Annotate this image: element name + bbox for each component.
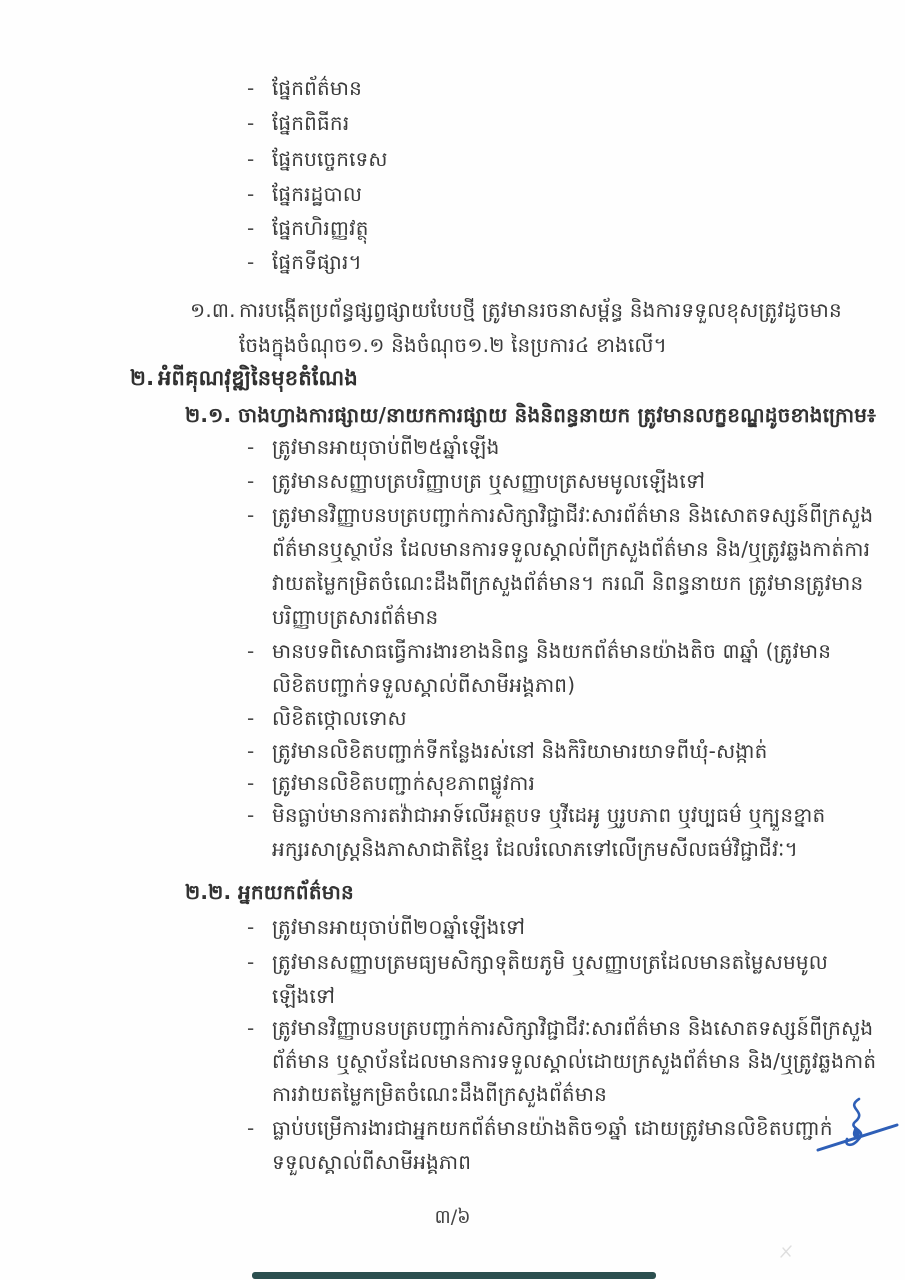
list-item-text: ការវាយតម្លៃកម្រិតចំណេះដឹងពីក្រសួងព័ត៌មាន [272, 1082, 607, 1106]
page-number: ៣/៦ [434, 1206, 471, 1228]
bullet-dash: - [247, 216, 255, 240]
bullet-dash: - [247, 1116, 255, 1140]
bullet-dash: - [247, 76, 255, 100]
list-item-text: ត្រូវមានសញ្ញាបត្រមធ្យមសិក្សាទុតិយភូមិ ឬសញ្ញាបត្រដែលមានតម្លៃសមមូល [272, 950, 829, 974]
list-item [247, 949, 828, 975]
bullet-dash: - [247, 771, 255, 795]
list-item [247, 110, 349, 136]
list-item [247, 502, 873, 528]
section-number: ២.១. [185, 403, 232, 427]
list-item [247, 75, 362, 101]
bullet-dash: - [247, 147, 255, 171]
list-item-continuation [272, 604, 438, 630]
list-item-text: វាយតម្លៃកម្រិតចំណេះដឹងពីក្រសួងព័ត៌មាន។ ករណី និពន្ធនាយក ត្រូវមានត្រូវមាន [272, 571, 864, 595]
section-number: ១.៣. [190, 298, 236, 322]
list-item-text: ត្រូវមានលិខិតបញ្ជាក់ទីកន្លែងរស់នៅ និងកិរិយាមារយាទពីឃុំ-សង្កាត់ [272, 739, 768, 763]
list-item-text: ផ្នែកទីផ្សារ។ [272, 250, 362, 274]
list-item [247, 468, 705, 494]
bullet-dash: - [247, 803, 255, 827]
list-item [247, 146, 388, 172]
list-item-text: ត្រូវមានវិញ្ញាបនបត្របញ្ជាក់ការសិក្សាវិជ្ជាជីវៈសារព័ត៌មាន និងសោតទស្សន៍ពីក្រសួង [272, 1016, 874, 1040]
pencil-smudge-mark [778, 1244, 794, 1260]
list-item [247, 770, 535, 796]
section-1-3-line-2 [239, 332, 667, 358]
paragraph-text: ចែងក្នុងចំណុច១.១ និងចំណុច១.២ នៃប្រការ៤ ខាងលើ។ [239, 333, 668, 357]
bullet-dash: - [247, 182, 255, 206]
list-item-text: បរិញ្ញាបត្រសារព័ត៌មាន [272, 605, 439, 629]
paragraph-text: ការបង្កើតប្រព័ន្ធផ្សព្វផ្សាយបែបថ្មី ត្រូវមានរចនាសម្ព័ន្ធ និងការទទួលខុសត្រូវដូចមាន [239, 298, 842, 322]
section-2-2-heading [185, 879, 354, 905]
bullet-dash: - [247, 503, 255, 527]
bullet-dash: - [247, 111, 255, 135]
list-item-continuation [272, 570, 863, 596]
list-item [247, 249, 362, 275]
list-item-text: ព័ត៌មានឬស្ថាប័ន ដែលមានការទទួលស្គាល់ពីក្រសួងព័ត៌មាន និង/ឬត្រូវឆ្លងកាត់ការ [272, 537, 871, 561]
list-item [247, 1115, 833, 1141]
list-item-text: ផ្នែកពិធីករ [272, 111, 350, 135]
list-item-text: មានបទពិសោធធ្វើការងារខាងនិពន្ធ និងយកព័ត៌មានយ៉ាងតិច ៣ឆ្នាំ (ត្រូវមាន [272, 639, 832, 663]
home-indicator-bar[interactable] [252, 1272, 656, 1279]
handwritten-signature [815, 1096, 900, 1158]
list-item-text: ព័ត៌មាន ឬស្ថាប័នដែលមានការទទួលស្គាល់ដោយក្រសួងព័ត៌មាន និង/ឬត្រូវឆ្លងកាត់ [272, 1049, 877, 1073]
list-item-continuation [272, 1048, 876, 1074]
section-2-heading [130, 365, 358, 391]
section-number: ២.២. [185, 880, 232, 904]
bullet-dash: - [247, 250, 255, 274]
section-heading-text: ចាងហ្វាងការផ្សាយ/នាយកការផ្សាយ និងនិពន្ធនាយក ត្រូវមានលក្ខខណ្ឌដូចខាងក្រោម៖ [238, 403, 877, 427]
list-item-text: ត្រូវមានអាយុចាប់ពី២០ឆ្នាំឡើងទៅ [272, 915, 526, 939]
list-item [247, 638, 831, 664]
list-item-continuation [272, 536, 870, 562]
list-item-text: លិខិតបញ្ជាក់ទទួលស្គាល់ពីសាមីអង្គភាព) [272, 673, 576, 697]
section-heading-text: អ្នកយកព័ត៌មាន [238, 880, 354, 904]
bullet-dash: - [247, 950, 255, 974]
list-item [247, 215, 369, 241]
list-item-continuation [272, 672, 575, 698]
list-item-text: អក្សរសាស្ត្រនិងភាសាជាតិខ្មែរ ដែលរំលោភទៅលើក្រមសីលធម៌វិជ្ជាជីវៈ។ [272, 837, 798, 861]
list-item-text: ផ្នែករដ្ឋបាល [272, 182, 363, 206]
list-item-text: ត្រូវមានអាយុចាប់ពី២៥ឆ្នាំឡើង [272, 435, 500, 459]
list-item-continuation [272, 836, 798, 862]
list-item-continuation [272, 1081, 607, 1107]
section-title: អំពីគុណវុឌ្ឍិនៃមុខតំណែង [158, 366, 358, 390]
bullet-dash: - [247, 435, 255, 459]
list-item [247, 738, 767, 764]
list-item-text: មិនធ្លាប់មានការតវ៉ាជាអាទ៍លើអត្ថបទ ឬវីដេអូ ឬរូបភាព ឬវប្បធម៌ ឬក្បួនខ្នាត [272, 803, 826, 827]
list-item-text: ទទួលស្គាល់ពីសាមីអង្គភាព [272, 1150, 472, 1174]
list-item-text: លិខិតថ្កោលទោស [272, 706, 407, 730]
section-number: ២. [130, 366, 155, 390]
list-item [247, 1015, 873, 1041]
section-1-3-line-1 [190, 297, 842, 323]
list-item-text: ត្រូវមានវិញ្ញាបនបត្របញ្ជាក់ការសិក្សាវិជ្ជាជីវៈសារព័ត៌មាន និងសោតទស្សន៍ពីក្រសួង [272, 503, 874, 527]
section-2-1-heading [185, 402, 876, 428]
list-item [247, 181, 362, 207]
bullet-dash: - [247, 639, 255, 663]
list-item [247, 914, 525, 940]
list-item-text: ផ្នែកបច្ចេកទេស [272, 147, 388, 171]
bullet-dash: - [247, 1016, 255, 1040]
bullet-dash: - [247, 915, 255, 939]
bullet-dash: - [247, 739, 255, 763]
list-item [247, 705, 407, 731]
bullet-dash: - [247, 706, 255, 730]
list-item-text: ត្រូវមានលិខិតបញ្ជាក់សុខភាពផ្លូវការ [272, 771, 536, 795]
list-item [247, 434, 500, 460]
list-item-text: ត្រូវមានសញ្ញាបត្របរិញ្ញាបត្រ ឬសញ្ញាបត្រសមមូលឡើងទៅ [272, 469, 706, 493]
list-item-text: ផ្នែកហិរញ្ញវត្ថុ [272, 216, 369, 240]
bullet-dash: - [247, 469, 255, 493]
list-item-text: ធ្លាប់បម្រើការងារជាអ្នកយកព័ត៌មានយ៉ាងតិច១ឆ្នាំ ដោយត្រូវមានលិខិតបញ្ជាក់ [272, 1116, 833, 1140]
list-item [247, 802, 825, 828]
list-item-text: ឡើងទៅ [272, 984, 336, 1008]
list-item-text: ផ្នែកព័ត៌មាន [272, 76, 363, 100]
list-item-continuation [272, 1149, 471, 1175]
list-item-continuation [272, 983, 335, 1009]
